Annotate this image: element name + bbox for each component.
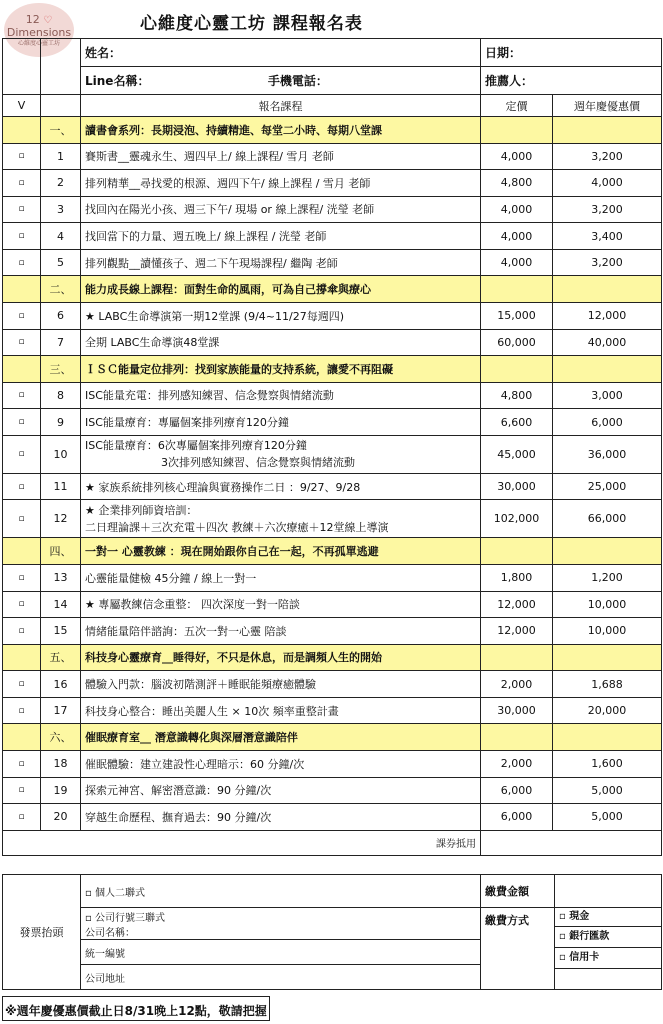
course-checkbox[interactable]: ▫ [3,409,41,436]
course-name-line1: ISC能量療育：專屬個案排列療育120分鐘 [85,416,289,430]
course-name-line1: ISC能量充電：排列感知練習、信念覺察與情緒流動 [85,389,334,403]
course-row [3,196,662,223]
section-blank [3,356,41,383]
payment-methods [555,908,662,990]
course-number: 3 [41,196,81,223]
section-title: 科技身心靈療育__睡得好，不只是休息，而是調頻人生的開始 [81,644,481,671]
course-name [81,196,481,223]
course-row [3,329,662,356]
course-price: 4,800 [481,170,553,197]
course-discount-price: 3,000 [553,382,662,409]
col-check-header: V [3,95,41,117]
course-discount-price: 1,688 [553,671,662,698]
course-name [81,750,481,777]
course-number: 13 [41,564,81,591]
section-blank [3,644,41,671]
section-index: 一、 [41,117,81,144]
line-phone-field[interactable] [81,67,481,95]
logo-subtitle: 心維度心靈工坊 [17,40,60,47]
section-blank [481,538,553,565]
course-price: 4,800 [481,382,553,409]
course-discount-price: 3,200 [553,143,662,170]
phone-label: 手機電話： [267,74,328,88]
course-checkbox[interactable]: ▫ [3,671,41,698]
course-row [3,249,662,276]
course-name-line1: 找回內在陽光小孩、週三下午/ 現場 or 線上課程/ 洸瑩 老師 [85,203,375,217]
course-price: 2,000 [481,750,553,777]
tax-id-field[interactable]: 統一編號 [81,940,481,965]
course-name [81,435,481,473]
logo-number: 12 [25,13,40,26]
course-name-line2: 3次排列感知練習、信念覺察與情緒流動 [161,456,355,470]
course-name [81,302,481,329]
course-checkbox[interactable]: ▫ [3,196,41,223]
section-blank [481,356,553,383]
course-price: 45,000 [481,435,553,473]
col-course-header: 報名課程 [81,95,481,117]
course-number: 4 [41,223,81,250]
section-title: 讀書會系列：長期浸泡、持續精進、每堂二小時、每期八堂課 [81,117,481,144]
course-checkbox[interactable]: ▫ [3,697,41,724]
course-discount-price: 4,000 [553,170,662,197]
logo-word: Dimensions [6,26,72,39]
course-number: 18 [41,750,81,777]
course-row [3,302,662,329]
course-price: 15,000 [481,302,553,329]
course-discount-price: 66,000 [553,500,662,538]
invoice-label: 發票抬頭 [3,875,81,990]
course-discount-price: 3,200 [553,249,662,276]
course-number: 2 [41,170,81,197]
section-header [3,356,662,383]
course-row [3,435,662,473]
course-checkbox[interactable]: ▫ [3,618,41,645]
invoice-company-option[interactable]: ▫ 公司行號三聯式 公司名稱： [81,908,481,940]
course-name [81,409,481,436]
course-name [81,143,481,170]
coupon-input[interactable] [481,830,662,855]
course-checkbox[interactable]: ▫ [3,302,41,329]
course-row [3,143,662,170]
payment-method-label: 繳費方式 [481,908,555,990]
course-name-line1: 科技身心整合：睡出美麗人生 × 10次 頻率重整計畫 [85,704,339,718]
course-discount-price: 5,000 [553,777,662,804]
course-name-line1: 穿越生命歷程、撫育過去：90 分鐘/次 [85,810,272,824]
course-row [3,223,662,250]
course-row [3,564,662,591]
course-name-line1: ★ LABC生命導演第一期12堂課 (9/4~11/27每週四) [85,309,344,323]
section-blank [3,724,41,751]
course-discount-price: 1,600 [553,750,662,777]
course-number: 20 [41,804,81,831]
course-discount-price: 5,000 [553,804,662,831]
course-price: 6,000 [481,804,553,831]
payment-invoice-table [2,874,662,990]
section-blank [481,117,553,144]
section-blank [553,538,662,565]
company-address-field[interactable]: 公司地址 [81,965,481,990]
course-discount-price: 40,000 [553,329,662,356]
page-title: 心維度心靈工坊 課程報名表 [140,14,363,34]
course-row [3,750,662,777]
course-number: 19 [41,777,81,804]
course-discount-price: 12,000 [553,302,662,329]
course-discount-price: 36,000 [553,435,662,473]
section-blank [3,276,41,303]
course-discount-price: 6,000 [553,409,662,436]
course-name [81,697,481,724]
course-row [3,409,662,436]
payment-cash-option[interactable]: ▫ 現金 [555,908,661,927]
section-header [3,538,662,565]
coupon-label: 課券抵用 [3,830,481,855]
course-discount-price: 20,000 [553,697,662,724]
section-blank [481,724,553,751]
course-row [3,777,662,804]
course-row [3,618,662,645]
course-row [3,671,662,698]
course-price: 12,000 [481,618,553,645]
course-checkbox[interactable]: ▫ [3,591,41,618]
course-price: 6,000 [481,777,553,804]
course-name-line1: ISC能量療育：6次專屬個案排列療育120分鐘 [85,439,307,453]
course-row [3,500,662,538]
section-index: 三、 [41,356,81,383]
course-checkbox[interactable]: ▫ [3,564,41,591]
course-discount-price: 10,000 [553,591,662,618]
course-name [81,473,481,500]
footnote: ※週年慶優惠價截止日8/31晚上12點，敬請把握 [2,996,270,1021]
course-checkbox[interactable]: ▫ [3,382,41,409]
section-blank [481,276,553,303]
course-checkbox[interactable]: ▫ [3,500,41,538]
payment-transfer-option[interactable]: ▫ 銀行匯款 [555,927,661,948]
course-discount-price: 10,000 [553,618,662,645]
referrer-field[interactable]: 推薦人： [481,67,662,95]
course-price: 30,000 [481,697,553,724]
course-checkbox[interactable]: ▫ [3,170,41,197]
course-checkbox[interactable]: ▫ [3,223,41,250]
line-name-label: Line名稱： [85,74,150,88]
course-number: 10 [41,435,81,473]
name-field[interactable]: 姓名： [81,39,481,67]
col-price-header: 定價 [481,95,553,117]
course-name-line1: 探索元神宮、解密潛意識：90 分鐘/次 [85,784,272,798]
course-row [3,382,662,409]
section-title: 催眠療育室__ 潛意識轉化與深層潛意識陪伴 [81,724,481,751]
section-blank [481,644,553,671]
section-blank [553,117,662,144]
course-number: 12 [41,500,81,538]
section-index: 四、 [41,538,81,565]
course-name-line1: 體驗入門款：腦波初階測評＋睡眠能頻療癒體驗 [85,678,316,692]
course-name [81,329,481,356]
course-price: 4,000 [481,196,553,223]
course-name [81,249,481,276]
course-number: 1 [41,143,81,170]
heart-icon: ♡ [43,15,53,26]
course-name-line1: 排列觀點__讀懂孩子、週二下午現場課程/ 繼陶 老師 [85,256,338,270]
section-title: ＩＳＣ能量定位排列：找到家族能量的支持系統，讓愛不再阻礙 [81,356,481,383]
section-header [3,276,662,303]
col-discount-header: 週年慶優惠價 [553,95,662,117]
course-name [81,500,481,538]
course-number: 17 [41,697,81,724]
coupon-row [3,830,662,855]
course-number: 16 [41,671,81,698]
course-price: 60,000 [481,329,553,356]
course-checkbox[interactable]: ▫ [3,329,41,356]
course-checkbox[interactable]: ▫ [3,750,41,777]
course-name [81,671,481,698]
course-name [81,804,481,831]
course-name-line1: 排列精華__尋找愛的根源、週四下午/ 線上課程 / 雪月 老師 [85,176,371,190]
course-price: 4,000 [481,249,553,276]
course-price: 1,800 [481,564,553,591]
course-name-line1: 賽斯書__靈魂永生、週四早上/ 線上課程/ 雪月 老師 [85,150,334,164]
course-price: 12,000 [481,591,553,618]
course-name [81,777,481,804]
course-name [81,591,481,618]
section-blank [3,538,41,565]
course-name [81,618,481,645]
section-blank [553,724,662,751]
payment-credit-card-option[interactable]: ▫ 信用卡 [555,948,661,969]
section-header [3,724,662,751]
course-name-line1: ★ 企業排列師資培訓： [85,503,198,517]
section-index: 六、 [41,724,81,751]
course-name-line1: 心靈能量健檢 45分鐘 / 線上一對一 [85,571,257,585]
section-title: 能力成長線上課程：面對生命的風雨，可為自己撐傘與療心 [81,276,481,303]
course-discount-price: 3,400 [553,223,662,250]
course-name-line1: 催眠體驗：建立建設性心理暗示：60 分鐘/次 [85,757,305,771]
course-number: 15 [41,618,81,645]
course-row [3,170,662,197]
company-name-field[interactable]: 公司名稱： [85,928,135,940]
course-name [81,382,481,409]
section-blank [3,117,41,144]
course-checkbox[interactable]: ▫ [3,473,41,500]
course-number: 6 [41,302,81,329]
course-name [81,564,481,591]
course-number: 5 [41,249,81,276]
course-number: 7 [41,329,81,356]
invoice-personal-option[interactable]: ▫ 個人二聯式 [81,875,481,908]
course-number: 9 [41,409,81,436]
registration-table [2,38,662,856]
course-number: 14 [41,591,81,618]
course-price: 4,000 [481,223,553,250]
course-name-line1: 找回當下的力量、週五晚上/ 線上課程 / 洸瑩 老師 [85,230,327,244]
section-blank [553,356,662,383]
section-blank [553,644,662,671]
course-row [3,804,662,831]
section-header [3,117,662,144]
course-name [81,170,481,197]
course-number: 8 [41,382,81,409]
section-blank [553,276,662,303]
section-title: 一對一 心靈教練 ：現在開始跟你自己在一起，不再孤單逃避 [81,538,481,565]
course-checkbox[interactable]: ▫ [3,777,41,804]
course-price: 30,000 [481,473,553,500]
course-row [3,591,662,618]
course-row [3,473,662,500]
course-price: 6,600 [481,409,553,436]
course-row [3,697,662,724]
course-price: 2,000 [481,671,553,698]
course-checkbox[interactable]: ▫ [3,249,41,276]
course-number: 11 [41,473,81,500]
course-discount-price: 25,000 [553,473,662,500]
course-name-line1: ★ 專屬教練信念重整： 四次深度一對一陪談 [85,598,300,612]
course-name-line1: 情緒能量陪伴諮詢：五次一對一心靈 陪談 [85,624,287,638]
section-index: 五、 [41,644,81,671]
course-name-line2: 二日理論課＋三次充電＋四次 教練＋六次療癒＋12堂線上導演 [85,520,389,534]
section-header [3,644,662,671]
course-discount-price: 3,200 [553,196,662,223]
section-index: 二、 [41,276,81,303]
date-field[interactable]: 日期： [481,39,662,67]
col-no-header [41,95,81,117]
header-blank [41,39,81,95]
header-blank [3,39,41,95]
payment-amount-input[interactable] [555,875,662,908]
payment-amount-label: 繳費金額 [481,875,555,908]
course-price: 4,000 [481,143,553,170]
course-name-line1: 全期 LABC生命導演48堂課 [85,336,220,350]
course-price: 102,000 [481,500,553,538]
course-checkbox[interactable]: ▫ [3,143,41,170]
course-discount-price: 1,200 [553,564,662,591]
course-checkbox[interactable]: ▫ [3,435,41,473]
course-checkbox[interactable]: ▫ [3,804,41,831]
course-name-line1: ★ 家族系統排列核心理論與實務操作二日 ：9/27、9/28 [85,480,361,494]
course-name [81,223,481,250]
